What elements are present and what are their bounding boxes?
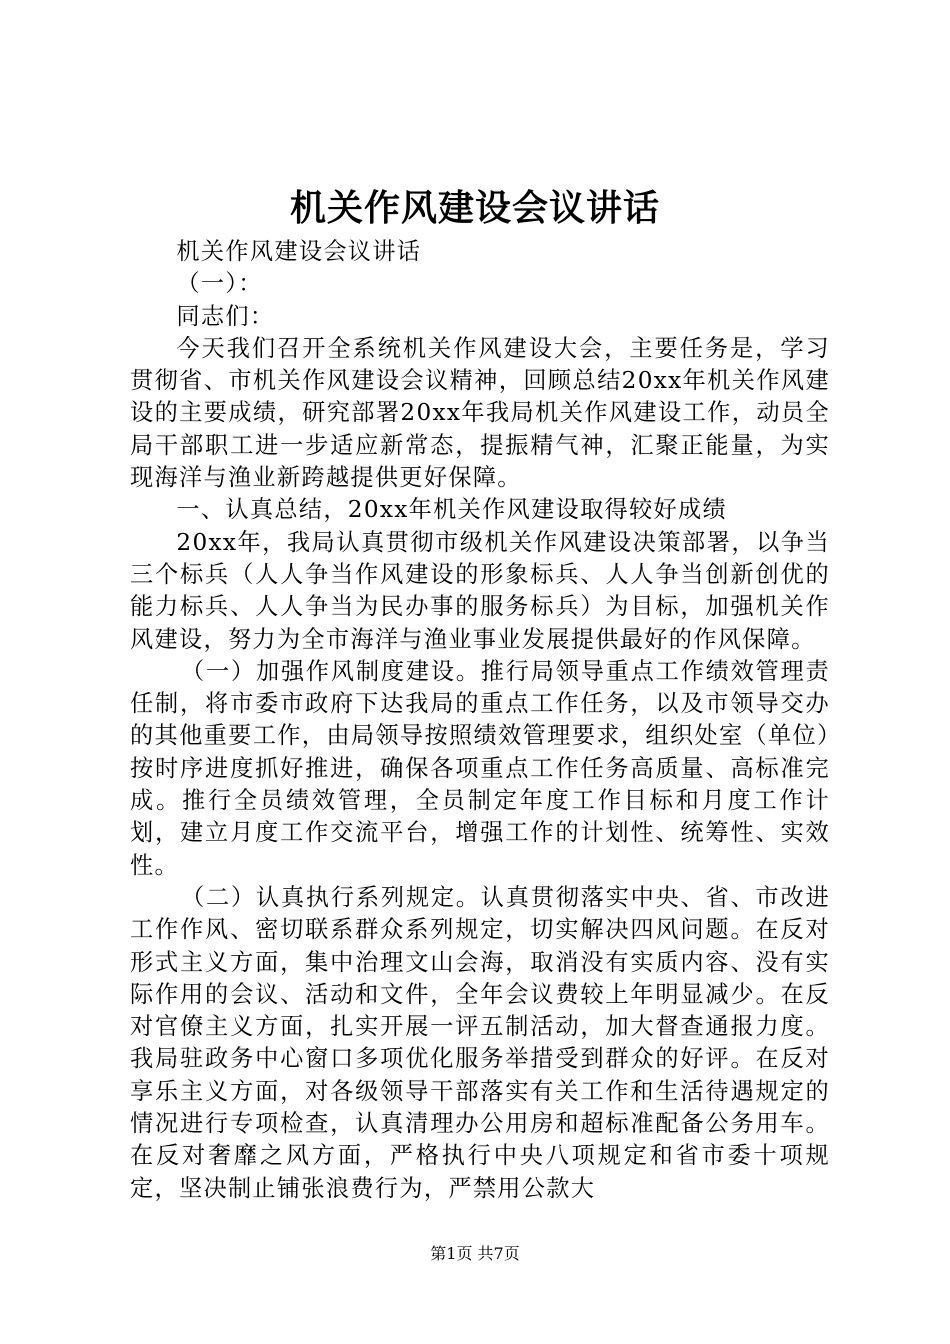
page-number-footer: 第1页 共7页: [430, 1244, 520, 1263]
document-title: 机关作风建设会议讲话: [289, 187, 660, 229]
paragraph-salutation: 同志们：: [176, 302, 275, 330]
section-heading-1: 一、认真总结，20xx年机关作风建设取得较好成绩: [176, 496, 727, 524]
paragraph-subsection-1: （一）加强作风制度建设。推行局领导重点工作绩效管理责任制，将市委市政府下达我局的重点工作任务，以及市领导交办的其他重要工作，由局领导按照绩效管理要求，组织处室（单位）按时序进度抓好推进，确保各项重点工作任务高质量、高标准完成。推行全员绩效管理，全员制定年度工作目标和月度工作计划，建立月度工作交流平台，增强工作的计划性、统筹性、实效性。: [130, 657, 830, 879]
paragraph-intro: 今天我们召开全系统机关作风建设大会，主要任务是，学习贯彻省、市机关作风建设会议精神，回顾总结20xx年机关作风建设的主要成绩，研究部署20xx年我局机关作风建设工作，动员全局干部职工进一步适应新常态，提振精气神，汇聚正能量，为实现海洋与渔业新跨越提供更好保障。: [130, 334, 830, 492]
document-body: [130, 236, 830, 1205]
paragraph-section-1: 20xx年，我局认真贯彻市级机关作风建设决策部署，以争当三个标兵（人人争当作风建设的形象标兵、人人争当创新创优的能力标兵、人人争当为民办事的服务标兵）为目标，加强机关作风建设，努力为全市海洋与渔业事业发展提供最好的作风保障。: [130, 528, 830, 653]
paragraph-subsection-2: （二）认真执行系列规定。认真贯彻落实中央、省、市改进工作作风、密切联系群众系列规定，切实解决四风问题。在反对形式主义方面，集中治理文山会海，取消没有实质内容、没有实际作用的会议、活动和文件，全年会议费较上年明显减少。在反对官僚主义方面，扎实开展一评五制活动，加大督查通报力度。我局驻政务中心窗口多项优化服务举措受到群众的好评。在反对享乐主义方面，对各级领导干部落实有关工作和生活待遇规定的情况进行专项检查，认真清理办公用房和超标准配备公务用车。在反对奢靡之风方面，严格执行中央八项规定和省市委十项规定，坚决制止铺张浪费行为，严禁用公款大: [130, 883, 830, 1202]
paragraph-subtitle: 机关作风建设会议讲话: [176, 238, 422, 265]
paragraph-part-label: （一）：: [176, 270, 263, 298]
